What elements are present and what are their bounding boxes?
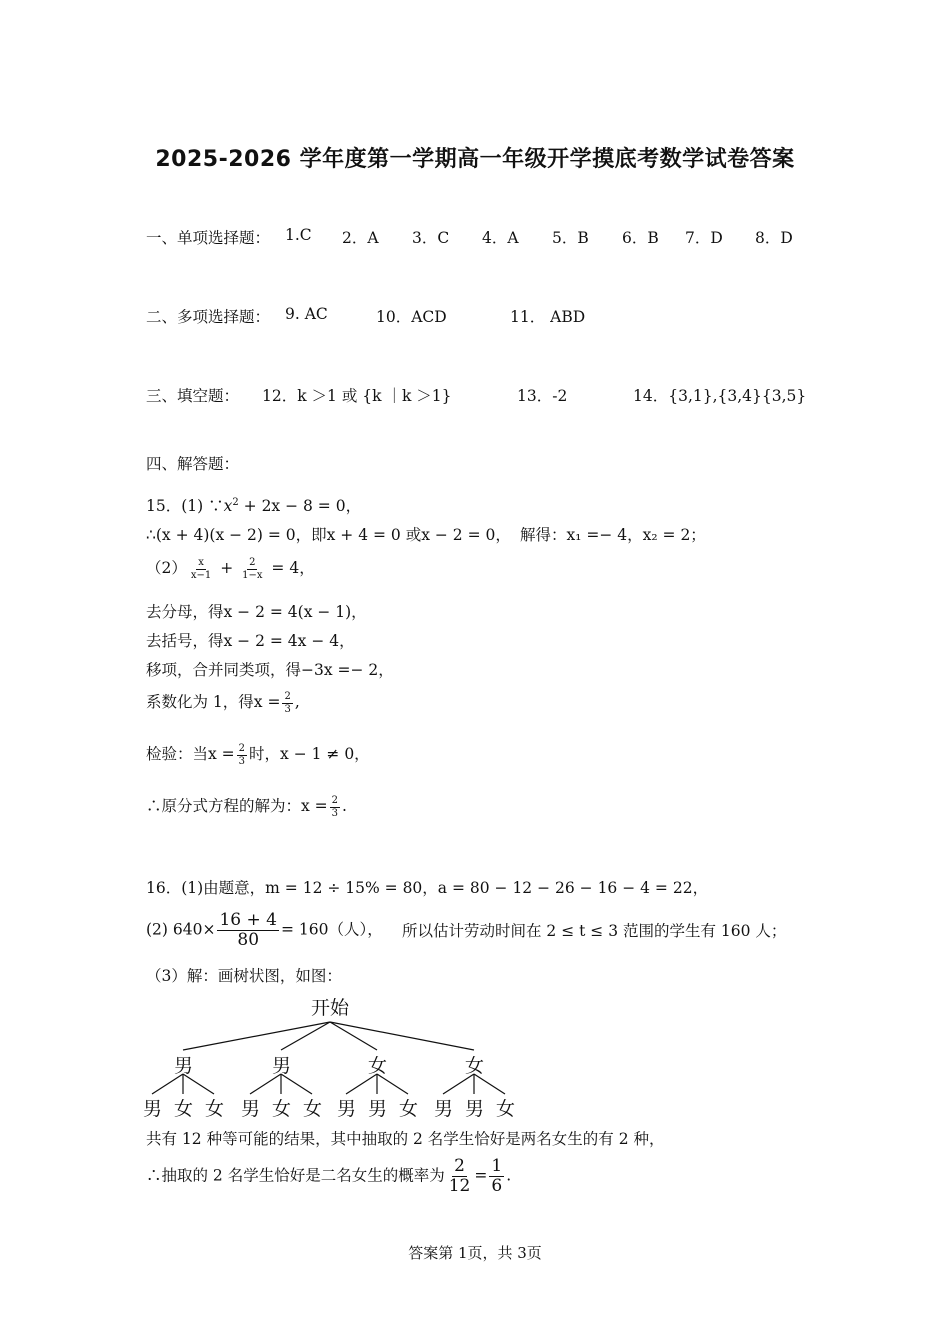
tree-node-l2: 女 <box>272 1098 292 1120</box>
tree-node-l2: 男 <box>368 1098 388 1120</box>
q15-l3-suffix: = 4， <box>266 559 315 577</box>
tree-node-l2: 女 <box>496 1098 516 1120</box>
tree-node-l2: 男 <box>465 1098 485 1120</box>
page-footer: 答案第 1页，共 3页 <box>408 1244 542 1262</box>
sec1-answer: 3．C <box>412 229 450 247</box>
tree-node-l2: 男 <box>434 1098 454 1120</box>
fraction <box>447 1158 473 1195</box>
tree-node-l1: 男 <box>174 1055 194 1077</box>
q15-line6: 移项，合并同类项，得−3x =− 2， <box>146 661 394 679</box>
x-squared: $x^2$ <box>223 496 239 515</box>
denominator: 1−x <box>242 569 263 581</box>
q15-line2: ∴(x + 4)(x − 2) = 0，即x + 4 = 0 或x − 2 = 0， <box>146 526 511 544</box>
q16-l2-prefix: (2) 640× <box>146 920 216 939</box>
q15-l7-prefix: 系数化为 1，得x = <box>146 693 281 711</box>
numerator: 1 <box>491 1156 503 1176</box>
sec2-answer: 9. AC <box>285 305 328 323</box>
numerator: x <box>198 556 204 568</box>
tree-node-l2: 男 <box>241 1098 261 1120</box>
sec1-answer: 5．B <box>552 229 589 247</box>
q15-line7: 系数化为 1，得x = $\frac{2}{3}$ , <box>146 690 300 715</box>
denominator: 3 <box>284 703 291 715</box>
tree-node-l2: 女 <box>303 1098 323 1120</box>
denominator: 80 <box>237 930 260 950</box>
tree-edge <box>330 1022 474 1050</box>
q15-l1-rest: + 2x − 8 = 0， <box>238 497 362 515</box>
q15-l8-suffix: 时，x − 1 ≠ 0， <box>249 745 370 763</box>
denominator: 6 <box>491 1176 503 1196</box>
q16-line3: （3）解：画树状图，如图： <box>146 967 342 985</box>
page-title: 2025-2026 学年度第一学期高一年级开学摸底考数学试卷答案 <box>155 147 795 172</box>
q15-solution: 解得：x₁ =− 4，x₂ = 2； <box>520 526 706 544</box>
denominator: 12 <box>448 1176 471 1196</box>
q15-l3-prefix: （2） <box>146 559 187 577</box>
numerator: 2 <box>249 556 256 568</box>
q16-line1: 16．(1)由题意，m = 12 ÷ 15% = 80，a = 80 − 12 − 26 − 16 − 4 = 22， <box>146 879 709 897</box>
q13-answer: 13．-2 <box>517 387 568 405</box>
fraction <box>489 1158 504 1195</box>
denominator: 3 <box>238 755 246 767</box>
sec2-answer: 11． ABD <box>510 308 586 326</box>
tree-node-l2: 女 <box>205 1098 225 1120</box>
sec1-answer: 8．D <box>755 229 793 247</box>
numerator: 2 <box>454 1156 465 1176</box>
sec1-answer: 7．D <box>685 229 723 247</box>
sec1-answer: 6．B <box>622 229 659 247</box>
q15-l8-prefix: 检验：当x = <box>146 745 235 763</box>
sec1-answer: 2．A <box>342 229 379 247</box>
section2-label: 二、多项选择题： <box>146 308 271 326</box>
tree-node-l1: 女 <box>368 1055 388 1077</box>
q16-line4: 共有 12 种等可能的结果，其中抽取的 2 名学生恰好是两名女生的有 2 种， <box>146 1130 665 1148</box>
q15-l1-prefix: 15．(1) ∵ <box>146 497 224 515</box>
numerator: 2 <box>284 690 291 702</box>
tree-node-l2: 女 <box>399 1098 419 1120</box>
q16-conclusion: 所以估计劳动时间在 2 ≤ t ≤ 3 范围的学生有 160 人； <box>402 922 787 940</box>
q15-line5: 去括号，得x − 2 = 4x − 4， <box>146 632 355 650</box>
q15-line4: 去分母，得x − 2 = 4(x − 1)， <box>146 603 367 621</box>
q16-l2-suffix: = 160（人）， <box>280 920 383 939</box>
numerator: 2 <box>238 742 246 754</box>
denominator: x−1 <box>190 569 212 581</box>
q12-answer: 12．k ＞1 或 {k ｜k ＞1} <box>262 387 452 405</box>
q15-l9-prefix: ∴原分式方程的解为：x = <box>146 797 328 815</box>
section1-label: 一、单项选择题： <box>146 229 271 247</box>
denominator: 3 <box>331 807 339 819</box>
q15-line9: ∴原分式方程的解为：x = $\frac{2}{3}$ . <box>146 794 347 819</box>
sec2-answer: 10．ACD <box>376 308 447 326</box>
tree-node-l1: 女 <box>465 1055 485 1077</box>
tree-node-l2: 男 <box>337 1098 357 1120</box>
tree-root: 开始 <box>311 997 350 1019</box>
tree-edge <box>183 1022 330 1050</box>
numerator: 16 + 4 <box>219 910 277 930</box>
q16-l5-prefix: ∴抽取的 2 名学生恰好是二名女生的概率为 <box>146 1166 445 1185</box>
sec1-answer: 4．A <box>482 229 519 247</box>
q16-line5: ∴抽取的 2 名学生恰好是二名女生的概率为 $\frac{2}{12}$ = $\frac{1}{6}$ . <box>146 1156 512 1196</box>
numerator: 2 <box>331 794 339 806</box>
sec1-answer: 1.C <box>285 226 312 244</box>
section4-label: 四、解答题： <box>146 455 240 473</box>
tree-node-l2: 女 <box>174 1098 194 1120</box>
q15-line3: （2） $\frac{x}{x-1}$ + $\frac{2}{1-x}$ = 4， <box>146 556 315 581</box>
tree-node-l1: 男 <box>272 1055 292 1077</box>
tree-node-l2: 男 <box>143 1098 163 1120</box>
section3-label: 三、填空题： <box>146 387 240 405</box>
q14-answer: 14．{3,1},{3,4}{3,5} <box>633 387 807 405</box>
